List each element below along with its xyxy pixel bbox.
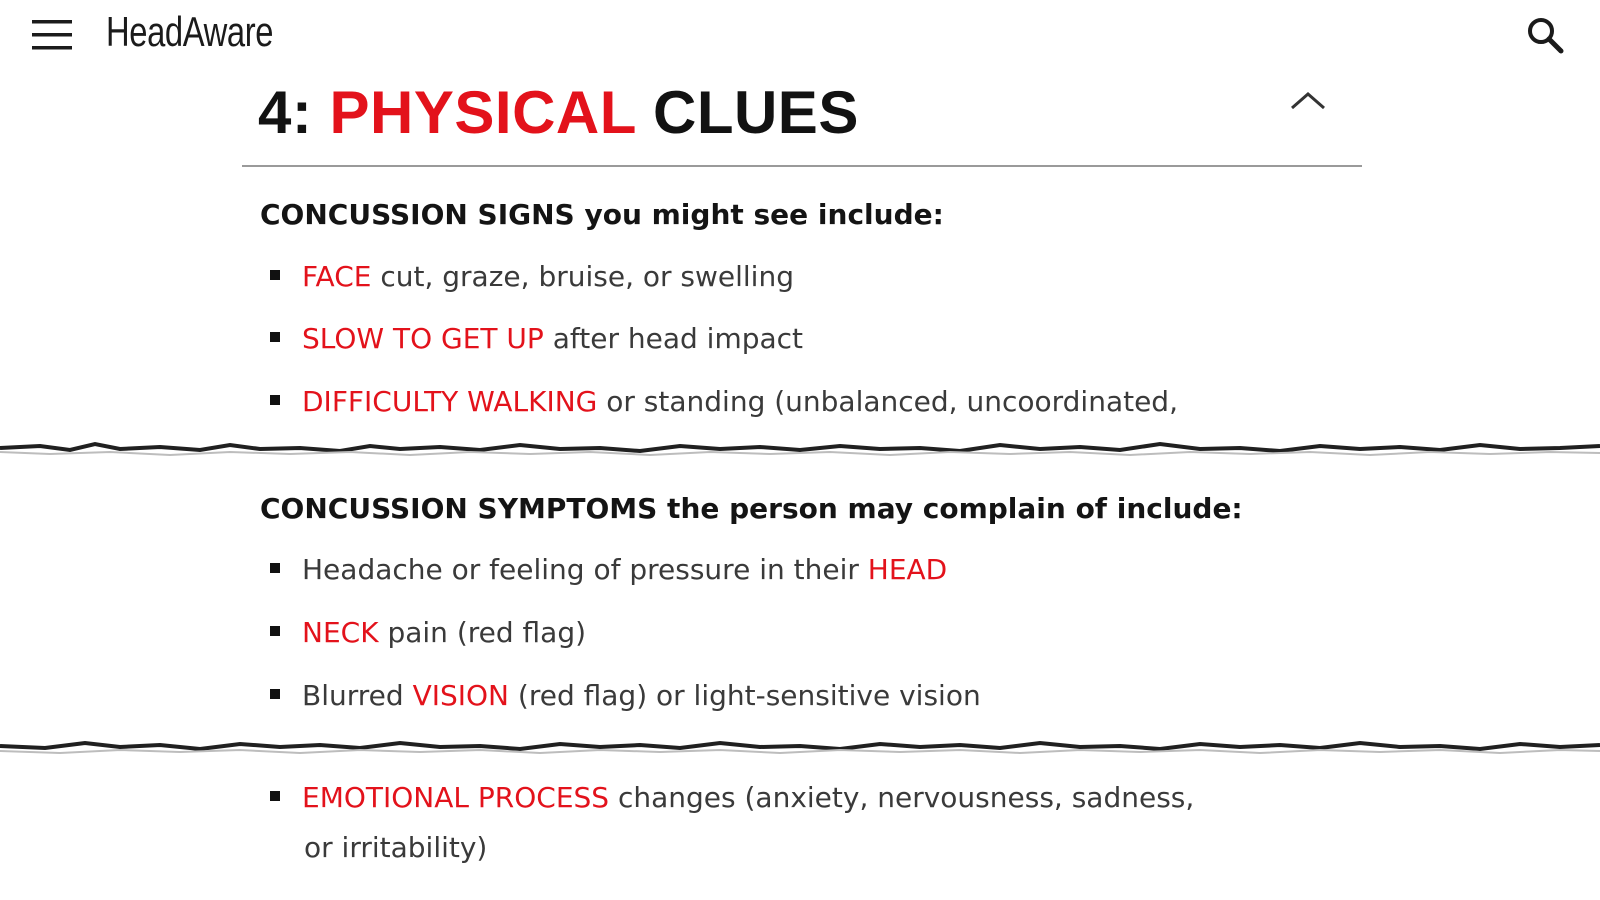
app-bar: [0, 0, 1600, 80]
item-text-before: Headache or feeling of pressure in their: [302, 553, 868, 586]
signs-heading: CONCUSSION SIGNS you might see include:: [260, 198, 944, 231]
bullet-icon: [270, 395, 280, 405]
item-highlight: SLOW TO GET UP: [302, 322, 544, 355]
item-highlight: DIFFICULTY WALKING: [302, 385, 598, 418]
item-text: cut, graze, bruise, or swelling: [371, 260, 794, 293]
list-item: [270, 781, 1194, 814]
bullet-icon: [270, 626, 280, 636]
item-highlight: FACE: [302, 260, 372, 293]
item-text: after head impact: [543, 322, 804, 355]
section-title-highlight: PHYSICAL: [329, 79, 636, 146]
list-item: [270, 553, 947, 586]
list-item: [270, 260, 794, 293]
hamburger-menu-icon[interactable]: [32, 18, 76, 54]
item-text-before: Blurred: [302, 679, 413, 712]
bullet-icon: [270, 689, 280, 699]
section-title-rest: CLUES: [653, 79, 859, 146]
chevron-up-icon[interactable]: [1286, 84, 1330, 118]
app-title: HeadAware: [106, 8, 274, 55]
item-text-after: (red flag) or light-sensitive vision: [509, 679, 981, 712]
list-item-continuation: or irritability): [304, 831, 488, 864]
bullet-icon: [270, 332, 280, 342]
list-item: [270, 322, 803, 355]
torn-edge-divider: [0, 734, 1600, 760]
section-title: [258, 78, 859, 147]
list-item: [270, 385, 1178, 418]
section-divider: [242, 165, 1362, 167]
item-highlight: NECK: [302, 616, 379, 649]
item-text: changes (anxiety, nervousness, sadness,: [609, 781, 1195, 814]
item-text: or standing (unbalanced, uncoordinated,: [597, 385, 1178, 418]
search-icon[interactable]: [1524, 14, 1570, 60]
bullet-icon: [270, 563, 280, 573]
item-highlight: EMOTIONAL PROCESS: [302, 781, 610, 814]
bullet-icon: [270, 270, 280, 280]
bullet-icon: [270, 791, 280, 801]
item-highlight: HEAD: [867, 553, 948, 586]
list-item: [270, 679, 981, 712]
list-item: [270, 616, 586, 649]
torn-edge-divider: [0, 436, 1600, 462]
section-number: 4:: [258, 79, 313, 146]
item-highlight: VISION: [412, 679, 509, 712]
item-text-after: pain (red flag): [378, 616, 587, 649]
symptoms-heading: CONCUSSION SYMPTOMS the person may complain of include:: [260, 492, 1243, 525]
